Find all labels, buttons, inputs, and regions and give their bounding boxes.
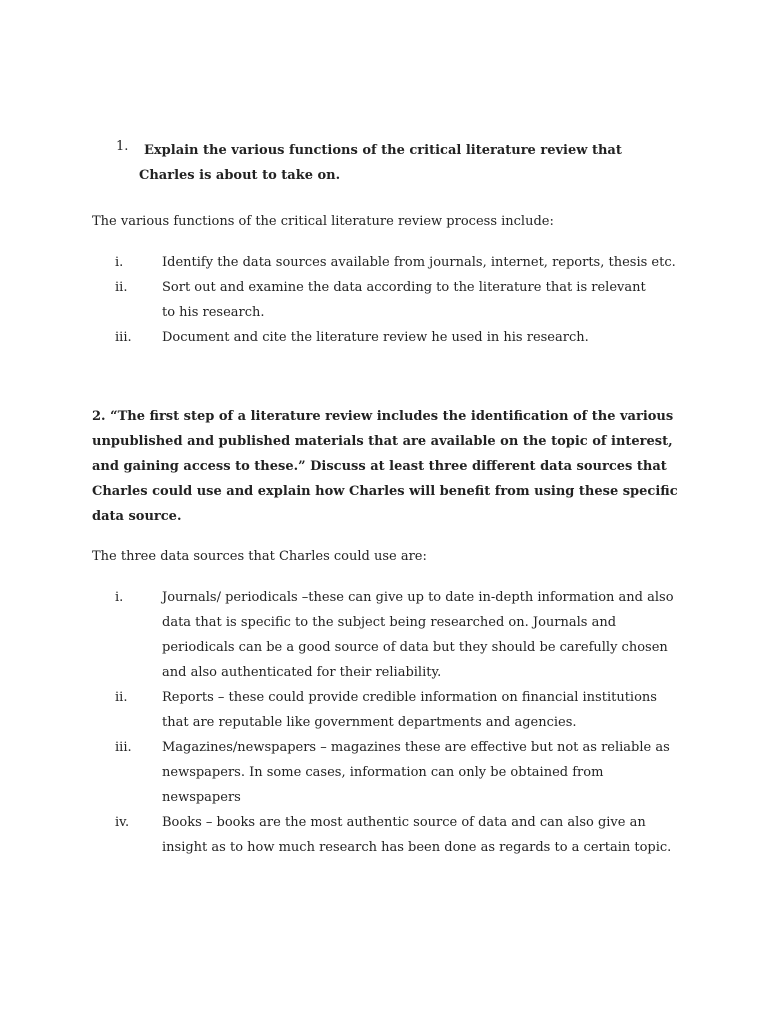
list-item [0,585,768,685]
question-2-text: 2. “The first step of a literature review includes the identification of the various unpublished and published materials that are available on the topic of interest, and gaining access to these.” Discuss at least three different data sources that Charles could use and explain how Charles will benefit from using these specific data source. [92,409,678,524]
list-item-number: iii. [115,330,132,345]
list-item-number: i. [115,255,124,270]
question-1-number: 1. [116,139,129,154]
list-item-text: Reports – these could provide credible information on financial institutions that are reputable like government departments and agencies. [162,690,657,730]
list-item-number: iv. [115,815,130,830]
answer-1-list [0,250,768,350]
list-item [0,275,768,325]
answer-1-intro: The various functions of the critical literature review process include: [92,214,554,229]
list-item-text: Identify the data sources available from journals, internet, reports, thesis etc. [162,255,676,270]
list-item-text: Sort out and examine the data according to the literature that is relevant to his research. [162,280,646,320]
list-item-number: ii. [115,690,128,705]
list-item-text: Books – books are the most authentic source of data and can also give an insight as to how much research has been done as regards to a certain topic. [162,815,672,855]
list-item [0,735,768,810]
question-1-text: Explain the various functions of the critical literature review that Charles is about to take on. [139,143,622,183]
list-item-text: Magazines/newspapers – magazines these are effective but not as reliable as newspapers. In some cases, information can only be obtained from newspapers [162,740,670,805]
answer-2-intro: The three data sources that Charles could use are: [92,549,427,564]
list-item-number: ii. [115,280,128,295]
list-item [0,250,768,275]
answer-2-list [0,585,768,860]
list-item [0,810,768,860]
list-item-number: i. [115,590,124,605]
list-item [0,685,768,735]
list-item-number: iii. [115,740,132,755]
list-item-text: Journals/ periodicals –these can give up to date in-depth information and also data that is specific to the subject being researched on. Journals and periodicals can be a good source of data but they should be carefully chosen and also authenticated for their reliability. [162,590,674,680]
list-item [0,325,768,350]
list-item-text: Document and cite the literature review he used in his research. [162,330,589,345]
